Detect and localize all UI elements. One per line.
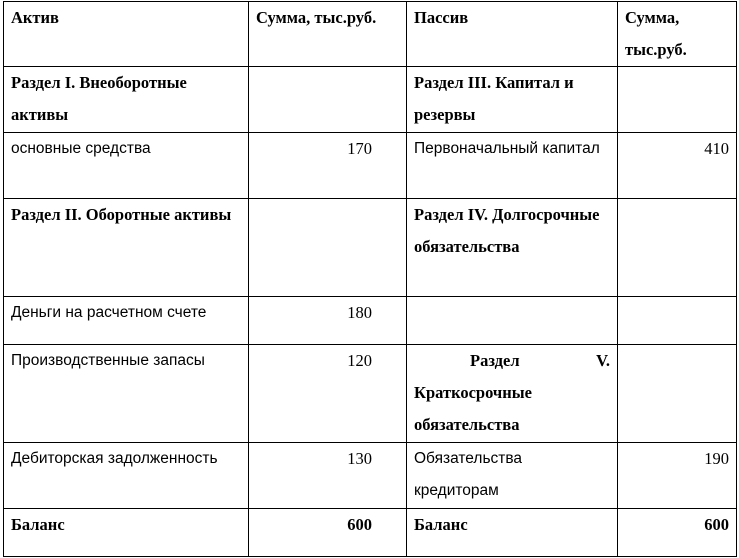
- section-title-first-line: [414, 345, 610, 377]
- cell-liability-item: [407, 297, 618, 345]
- total-label-assets: Баланс: [4, 509, 249, 557]
- table-row: [4, 297, 737, 345]
- cell-sum: [618, 199, 737, 297]
- table-total-row: [4, 509, 737, 557]
- cell-liability-sum: [618, 345, 737, 443]
- section-title-liabilities: Раздел IV. Долгосрочные обязательства: [407, 199, 618, 297]
- section-number: V.: [596, 351, 610, 370]
- section-title-rest: Краткосрочные обязательства: [414, 383, 532, 434]
- cell-liability-sum: 190: [618, 443, 737, 509]
- cell-liability-item: Обязательства кредиторам: [407, 443, 618, 509]
- cell-asset-sum: 170: [249, 133, 407, 199]
- cell-asset-item: Деньги на расчетном счете: [4, 297, 249, 345]
- cell-asset-item: основные средства: [4, 133, 249, 199]
- cell-liability-item: Первоначальный капитал: [407, 133, 618, 199]
- table-row: [4, 345, 737, 443]
- table-row: [4, 443, 737, 509]
- cell-sum: [618, 67, 737, 133]
- total-sum-liabilities: 600: [618, 509, 737, 557]
- table-row: [4, 199, 737, 297]
- cell-sum: [249, 199, 407, 297]
- table-row: [4, 67, 737, 133]
- section-title-assets: Раздел I. Внеоборотные активы: [4, 67, 249, 133]
- cell-sum: [249, 67, 407, 133]
- cell-asset-item: Производственные запасы: [4, 345, 249, 443]
- cell-asset-item: Дебиторская задолженность: [4, 443, 249, 509]
- section-word: Раздел: [470, 351, 520, 370]
- header-assets: Актив: [4, 2, 249, 67]
- total-sum-assets: 600: [249, 509, 407, 557]
- cell-asset-sum: 180: [249, 297, 407, 345]
- header-liabilities: Пассив: [407, 2, 618, 67]
- section-title-liabilities: [407, 345, 618, 443]
- table-row: [4, 133, 737, 199]
- section-title-liabilities: Раздел III. Капитал и резервы: [407, 67, 618, 133]
- balance-sheet-table: [3, 1, 737, 557]
- section-title-assets: Раздел II. Оборотные активы: [4, 199, 249, 297]
- header-assets-sum: Сумма, тыс.руб.: [249, 2, 407, 67]
- cell-liability-sum: [618, 297, 737, 345]
- table-header-row: [4, 2, 737, 67]
- total-label-liabilities: Баланс: [407, 509, 618, 557]
- cell-liability-sum: 410: [618, 133, 737, 199]
- cell-asset-sum: 120: [249, 345, 407, 443]
- cell-asset-sum: 130: [249, 443, 407, 509]
- header-liabilities-sum: Сумма, тыс.руб.: [618, 2, 737, 67]
